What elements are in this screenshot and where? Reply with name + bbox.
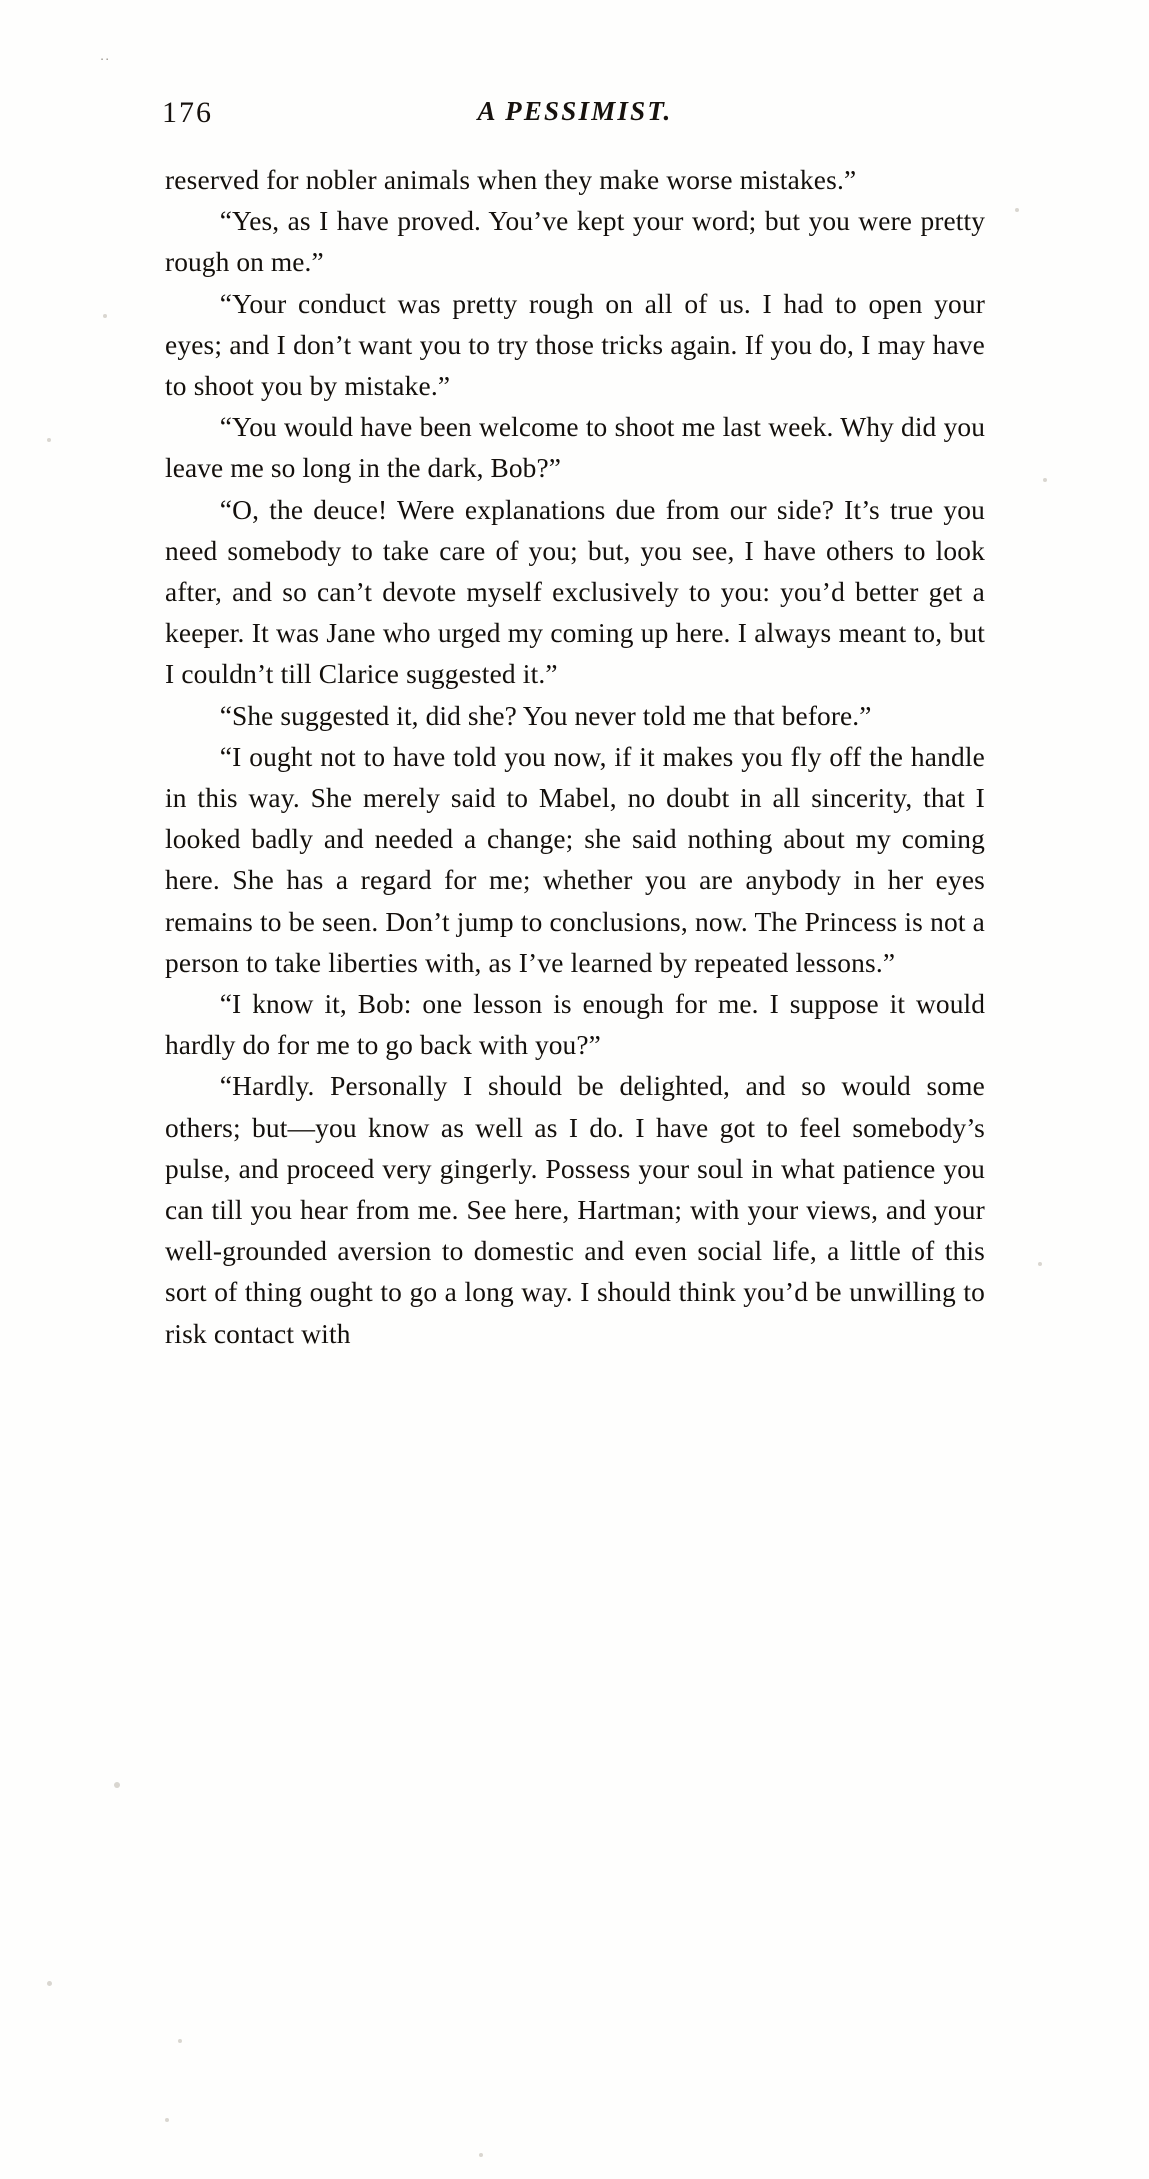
scan-corner-mark: ⋅⋅ <box>100 52 111 67</box>
page-body-text <box>165 160 985 1355</box>
paragraph: “O, the deuce! Were explanations due from our side? It’s true you need somebody to take care of you; but, you see, I have others to look after, and so can’t devote myself exclusively to you: you’d better get a keeper. It was Jane who urged my coming up here. I always meant to, but I couldn’t till Clarice suggested it.” <box>165 494 985 690</box>
scan-speck <box>1015 208 1019 212</box>
scan-speck <box>47 1981 52 1986</box>
scan-speck <box>1038 1262 1042 1266</box>
scan-speck <box>103 314 107 318</box>
paragraph: “Your conduct was pretty rough on all of us. I had to open your eyes; and I don’t want you to try those tricks again. If you do, I may have to shoot you by mistake.” <box>165 288 985 402</box>
paragraph: “I ought not to have told you now, if it makes you fly off the handle in this way. She merely said to Mabel, no doubt in all sincerity, that I looked badly and needed a change; she said nothing about my coming here. She has a regard for me; whether you are anybody in her eyes remains to be seen. Don’t jump to conclusions, now. The Princess is not a person to take liberties with, as I’ve learned by repeated lessons.” <box>165 741 985 978</box>
scan-speck <box>47 438 51 442</box>
page-header <box>162 96 988 130</box>
scan-speck <box>165 2118 169 2122</box>
paragraph: “Yes, as I have proved. You’ve kept your word; but you were pretty rough on me.” <box>165 206 985 278</box>
scan-speck <box>114 1782 120 1788</box>
paragraph: reserved for nobler animals when they make worse mistakes.” <box>165 165 857 195</box>
scan-speck <box>178 2039 182 2043</box>
paragraph: “You would have been welcome to shoot me last week. Why did you leave me so long in the dark, Bob?” <box>165 412 985 484</box>
running-title: A PESSIMIST. <box>477 96 673 126</box>
paragraph: “Hardly. Personally I should be delighted, and so would some others; but—you know as well as I do. I have got to feel somebody’s pulse, and proceed very gingerly. Possess your soul in what patience you can till you hear from me. See here, Hartman; with your views, and your well-grounded aversion to domestic and even social life, a little of this sort of thing ought to go a long way. I should think you’d be unwilling to risk contact with <box>165 1071 985 1349</box>
paragraph: “She suggested it, did she? You never told me that before.” <box>219 700 872 731</box>
scan-speck <box>479 2153 483 2157</box>
paragraph: “I know it, Bob: one lesson is enough for me. I suppose it would hardly do for me to go back with you?” <box>165 989 985 1061</box>
scan-speck <box>1043 478 1047 482</box>
page-number: 176 <box>162 96 213 129</box>
